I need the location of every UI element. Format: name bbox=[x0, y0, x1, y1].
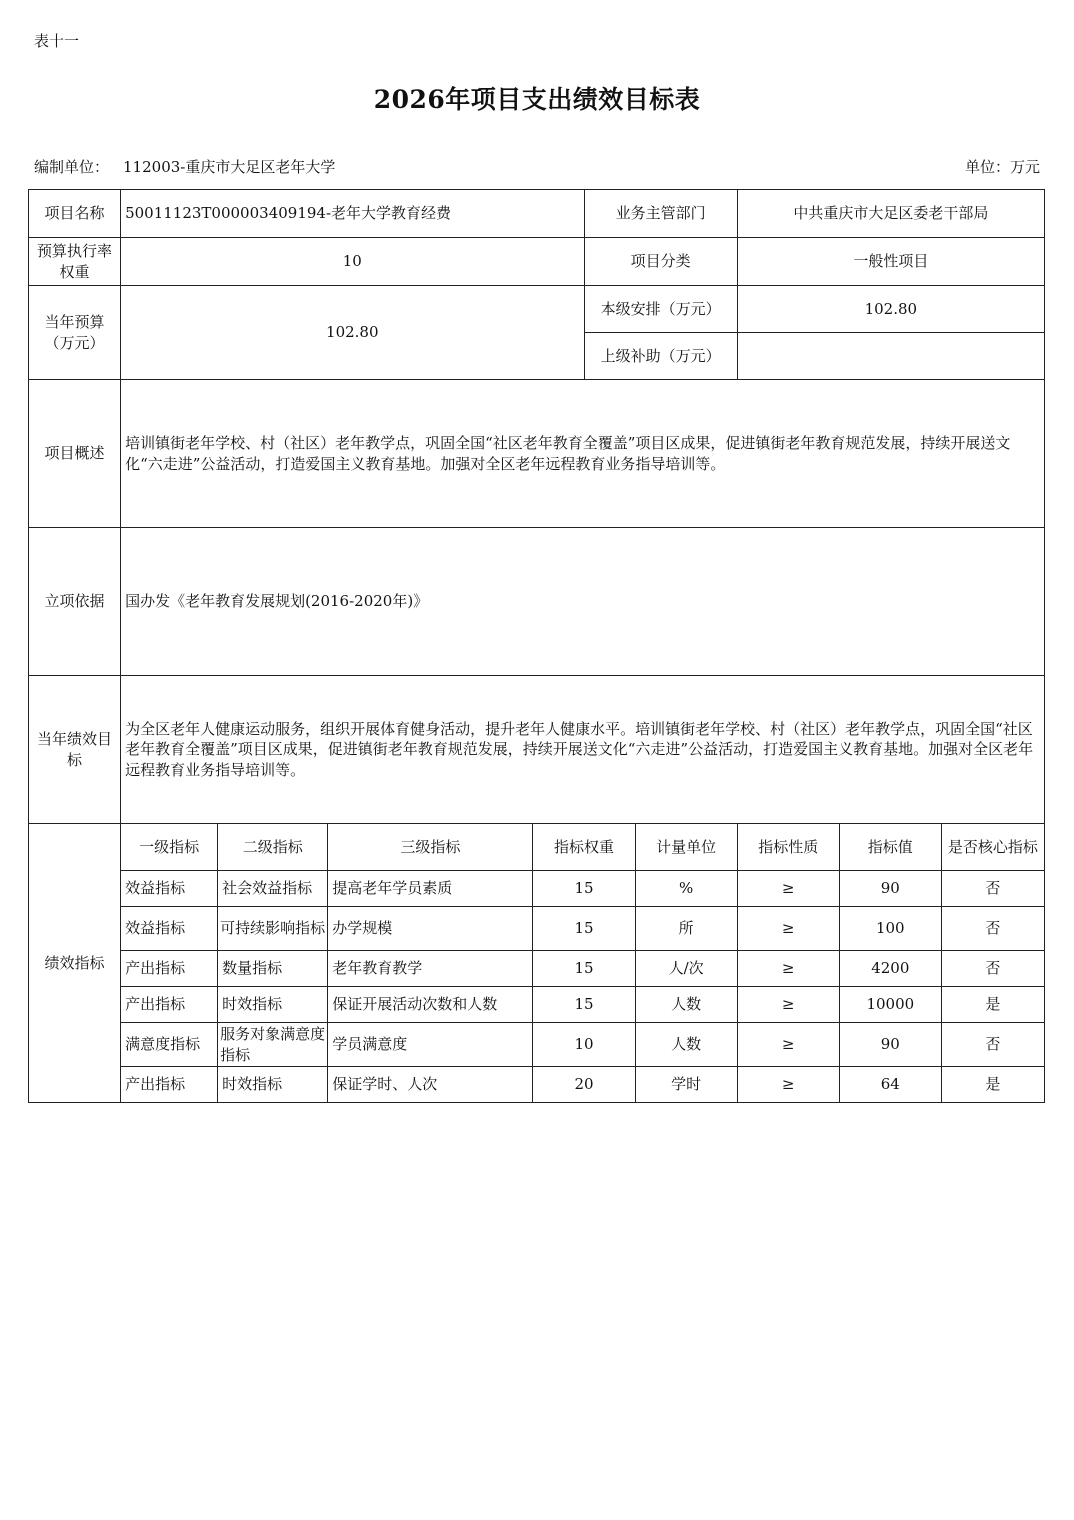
goal-label: 当年绩效目标 bbox=[29, 676, 121, 824]
value-cell: 90 bbox=[839, 1023, 941, 1067]
org-line bbox=[34, 156, 335, 177]
row-exec-rate bbox=[29, 238, 1045, 286]
indicator-row bbox=[29, 951, 1045, 987]
value-cell: 64 bbox=[839, 1067, 941, 1103]
level2-cell: 社会效益指标 bbox=[218, 871, 328, 907]
level3-cell: 学员满意度 bbox=[328, 1023, 533, 1067]
org-value: 112003-重庆市大足区老年大学 bbox=[123, 158, 336, 176]
weight-cell: 10 bbox=[533, 1023, 635, 1067]
value-cell: 90 bbox=[839, 871, 941, 907]
col-header: 指标性质 bbox=[737, 824, 839, 871]
row-overview bbox=[29, 380, 1045, 528]
dept-value: 中共重庆市大足区委老干部局 bbox=[737, 190, 1044, 238]
col-header: 一级指标 bbox=[121, 824, 218, 871]
core-cell: 是 bbox=[941, 1067, 1044, 1103]
basis-text: 国办发《老年教育发展规划(2016-2020年)》 bbox=[121, 528, 1045, 676]
level2-cell: 时效指标 bbox=[218, 987, 328, 1023]
core-cell: 是 bbox=[941, 987, 1044, 1023]
performance-table bbox=[28, 189, 1045, 1103]
exec-rate-label: 预算执行率权重 bbox=[29, 238, 121, 286]
level1-cell: 效益指标 bbox=[121, 871, 218, 907]
indicator-row bbox=[29, 987, 1045, 1023]
level1-cell: 满意度指标 bbox=[121, 1023, 218, 1067]
nature-cell: ≥ bbox=[737, 871, 839, 907]
budget-label: 当年预算（万元） bbox=[29, 286, 121, 380]
nature-cell: ≥ bbox=[737, 1067, 839, 1103]
superior-label: 上级补助（万元） bbox=[584, 333, 737, 380]
core-cell: 否 bbox=[941, 1023, 1044, 1067]
weight-cell: 15 bbox=[533, 871, 635, 907]
weight-cell: 15 bbox=[533, 951, 635, 987]
basis-label: 立项依据 bbox=[29, 528, 121, 676]
col-header: 指标值 bbox=[839, 824, 941, 871]
local-label: 本级安排（万元） bbox=[584, 286, 737, 333]
exec-rate-value: 10 bbox=[121, 238, 584, 286]
budget-value: 102.80 bbox=[121, 286, 584, 380]
row-budget-local bbox=[29, 286, 1045, 333]
row-goal bbox=[29, 676, 1045, 824]
level2-cell: 服务对象满意度指标 bbox=[218, 1023, 328, 1067]
level3-cell: 老年教育教学 bbox=[328, 951, 533, 987]
goal-text: 为全区老年人健康运动服务，组织开展体育健身活动，提升老年人健康水平。培训镇街老年学校、村（社区）老年教学点，巩固全国“社区老年教育全覆盖”项目区成果，促进镇街老年教育规范发展，持续开展送文化“六走进”公益活动，打造爱国主义教育基地。加强对全区老年远程教育业务指导培训等。 bbox=[121, 676, 1045, 824]
level3-cell: 保证开展活动次数和人数 bbox=[328, 987, 533, 1023]
row-basis bbox=[29, 528, 1045, 676]
level2-cell: 时效指标 bbox=[218, 1067, 328, 1103]
value-cell: 100 bbox=[839, 907, 941, 951]
level2-cell: 数量指标 bbox=[218, 951, 328, 987]
overview-text: 培训镇街老年学校、村（社区）老年教学点，巩固全国“社区老年教育全覆盖”项目区成果，促进镇街老年教育规范发展，持续开展送文化“六走进”公益活动，打造爱国主义教育基地。加强对全区老年远程教育业务指导培训等。 bbox=[121, 380, 1045, 528]
category-label: 项目分类 bbox=[584, 238, 737, 286]
col-header: 指标权重 bbox=[533, 824, 635, 871]
level3-cell: 保证学时、人次 bbox=[328, 1067, 533, 1103]
unit-cell: 所 bbox=[635, 907, 737, 951]
weight-cell: 15 bbox=[533, 987, 635, 1023]
core-cell: 否 bbox=[941, 871, 1044, 907]
col-header: 三级指标 bbox=[328, 824, 533, 871]
level1-cell: 效益指标 bbox=[121, 907, 218, 951]
overview-label: 项目概述 bbox=[29, 380, 121, 528]
dept-label: 业务主管部门 bbox=[584, 190, 737, 238]
col-header: 是否核心指标 bbox=[941, 824, 1044, 871]
page-title: 2026年项目支出绩效目标表 bbox=[373, 85, 701, 114]
nature-cell: ≥ bbox=[737, 1023, 839, 1067]
level1-cell: 产出指标 bbox=[121, 951, 218, 987]
weight-cell: 15 bbox=[533, 907, 635, 951]
nature-cell: ≥ bbox=[737, 987, 839, 1023]
row-project-name bbox=[29, 190, 1045, 238]
unit-cell: 人数 bbox=[635, 1023, 737, 1067]
level1-cell: 产出指标 bbox=[121, 987, 218, 1023]
indicator-row bbox=[29, 1067, 1045, 1103]
level1-cell: 产出指标 bbox=[121, 1067, 218, 1103]
indicator-row bbox=[29, 1023, 1045, 1067]
unit-cell: % bbox=[635, 871, 737, 907]
unit-cell: 人数 bbox=[635, 987, 737, 1023]
weight-cell: 20 bbox=[533, 1067, 635, 1103]
nature-cell: ≥ bbox=[737, 951, 839, 987]
project-name-label: 项目名称 bbox=[29, 190, 121, 238]
unit-cell: 人/次 bbox=[635, 951, 737, 987]
unit-cell: 学时 bbox=[635, 1067, 737, 1103]
org-label: 编制单位： bbox=[34, 158, 110, 176]
level2-cell: 可持续影响指标 bbox=[218, 907, 328, 951]
col-header: 二级指标 bbox=[218, 824, 328, 871]
unit-label: 单位：万元 bbox=[964, 158, 1040, 176]
category-value: 一般性项目 bbox=[737, 238, 1044, 286]
col-header: 计量单位 bbox=[635, 824, 737, 871]
core-cell: 否 bbox=[941, 951, 1044, 987]
value-cell: 10000 bbox=[839, 987, 941, 1023]
indicator-header-row bbox=[29, 824, 1045, 871]
level3-cell: 办学规模 bbox=[328, 907, 533, 951]
indicator-row bbox=[29, 871, 1045, 907]
indicator-row bbox=[29, 907, 1045, 951]
nature-cell: ≥ bbox=[737, 907, 839, 951]
indicators-label: 绩效指标 bbox=[29, 824, 121, 1103]
table-number: 表十一 bbox=[34, 32, 80, 50]
superior-value bbox=[737, 333, 1044, 380]
project-name-value: 50011123T000003409194-老年大学教育经费 bbox=[121, 190, 584, 238]
core-cell: 否 bbox=[941, 907, 1044, 951]
value-cell: 4200 bbox=[839, 951, 941, 987]
local-value: 102.80 bbox=[737, 286, 1044, 333]
level3-cell: 提高老年学员素质 bbox=[328, 871, 533, 907]
